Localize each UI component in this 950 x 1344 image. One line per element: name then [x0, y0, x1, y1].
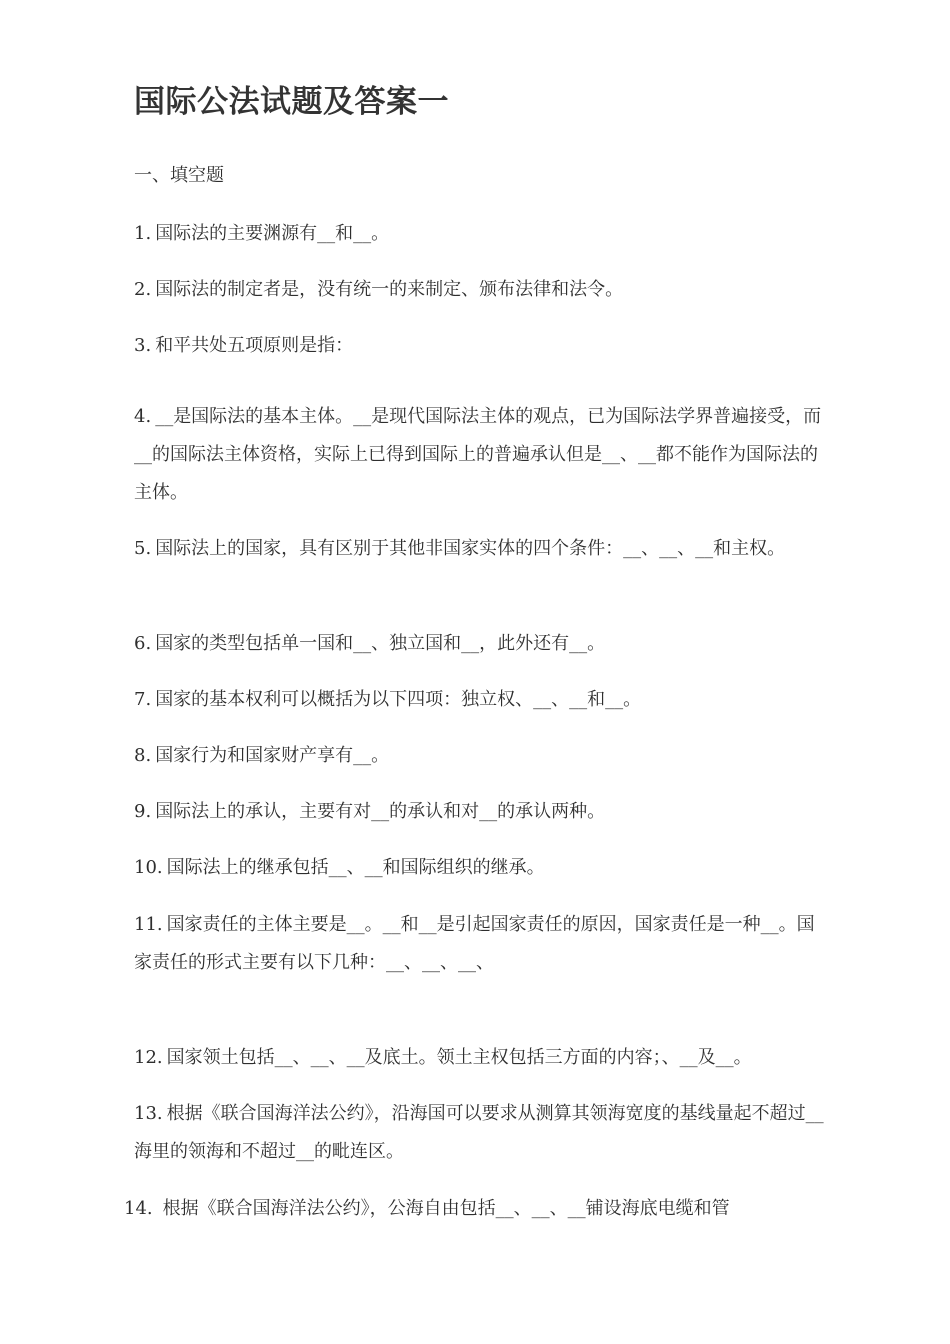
- question-11: [134, 906, 824, 982]
- question-6: [134, 625, 824, 663]
- question-number: 13.: [134, 1103, 163, 1124]
- question-12: [134, 1039, 824, 1077]
- question-14: [124, 1190, 814, 1228]
- question-number: 11.: [134, 914, 163, 935]
- question-number: 7.: [134, 689, 152, 710]
- document-title: 国际公法试题及答案一: [134, 84, 449, 120]
- question-5: [134, 530, 824, 568]
- question-text: 国际法上的继承包括__、__和国际组织的继承。: [166, 857, 545, 878]
- question-text: 国际法的制定者是，没有统一的来制定、颁布法律和法令。: [155, 279, 624, 300]
- question-number: 1.: [134, 223, 152, 244]
- question-4: [134, 398, 824, 512]
- question-text: 国家的类型包括单一国和__、独立国和__，此外还有__。: [155, 633, 606, 654]
- question-number: 6.: [134, 633, 152, 654]
- question-text: 国际法上的承认，主要有对__的承认和对__的承认两种。: [155, 801, 606, 822]
- question-8: [134, 737, 824, 775]
- question-number: 5.: [134, 538, 152, 559]
- section-heading: 一、填空题: [134, 165, 224, 186]
- question-text: 根据《联合国海洋法公约》，沿海国可以要求从测算其领海宽度的基线量起不超过__海里的领海和不超过__的毗连区。: [134, 1103, 824, 1162]
- question-text: __是国际法的基本主体。__是现代国际法主体的观点，已为国际法学界普遍接受，而__的国际法主体资格，实际上已得到国际上的普遍承认但是__、__都不能作为国际法的主体。: [134, 406, 822, 503]
- question-number: 9.: [134, 801, 152, 822]
- question-9: [134, 793, 824, 831]
- question-number: 2.: [134, 279, 152, 300]
- question-text: 国家责任的主体主要是__。__和__是引起国家责任的原因，国家责任是一种__。国家责任的形式主要有以下几种：__、__、__、: [134, 914, 815, 973]
- question-13: [134, 1095, 824, 1171]
- question-1: [134, 215, 824, 253]
- question-text: 和平共处五项原则是指：: [155, 335, 354, 356]
- question-text: 国际法的主要渊源有__和__。: [155, 223, 390, 244]
- question-number: 3.: [134, 335, 152, 356]
- question-number: 10.: [134, 857, 163, 878]
- question-text: 国际法上的国家，具有区别于其他非国家实体的四个条件：__、__、__和主权。: [155, 538, 786, 559]
- question-3: [134, 327, 824, 365]
- question-text: 国家领土包括__、__、__及底土。领土主权包括三方面的内容；、__及__。: [166, 1047, 752, 1068]
- question-number: 4.: [134, 406, 152, 427]
- question-7: [134, 681, 824, 719]
- question-text: 国家行为和国家财产享有__。: [155, 745, 390, 766]
- question-text: 根据《联合国海洋法公约》，公海自由包括__、__、__铺设海底电缆和管: [162, 1198, 730, 1219]
- question-text: 国家的基本权利可以概括为以下四项：独立权、__、__和__。: [155, 689, 642, 710]
- question-2: [134, 271, 824, 309]
- question-number: 8.: [134, 745, 152, 766]
- question-10: [134, 849, 824, 887]
- question-number: 14.: [124, 1198, 153, 1219]
- question-number: 12.: [134, 1047, 163, 1068]
